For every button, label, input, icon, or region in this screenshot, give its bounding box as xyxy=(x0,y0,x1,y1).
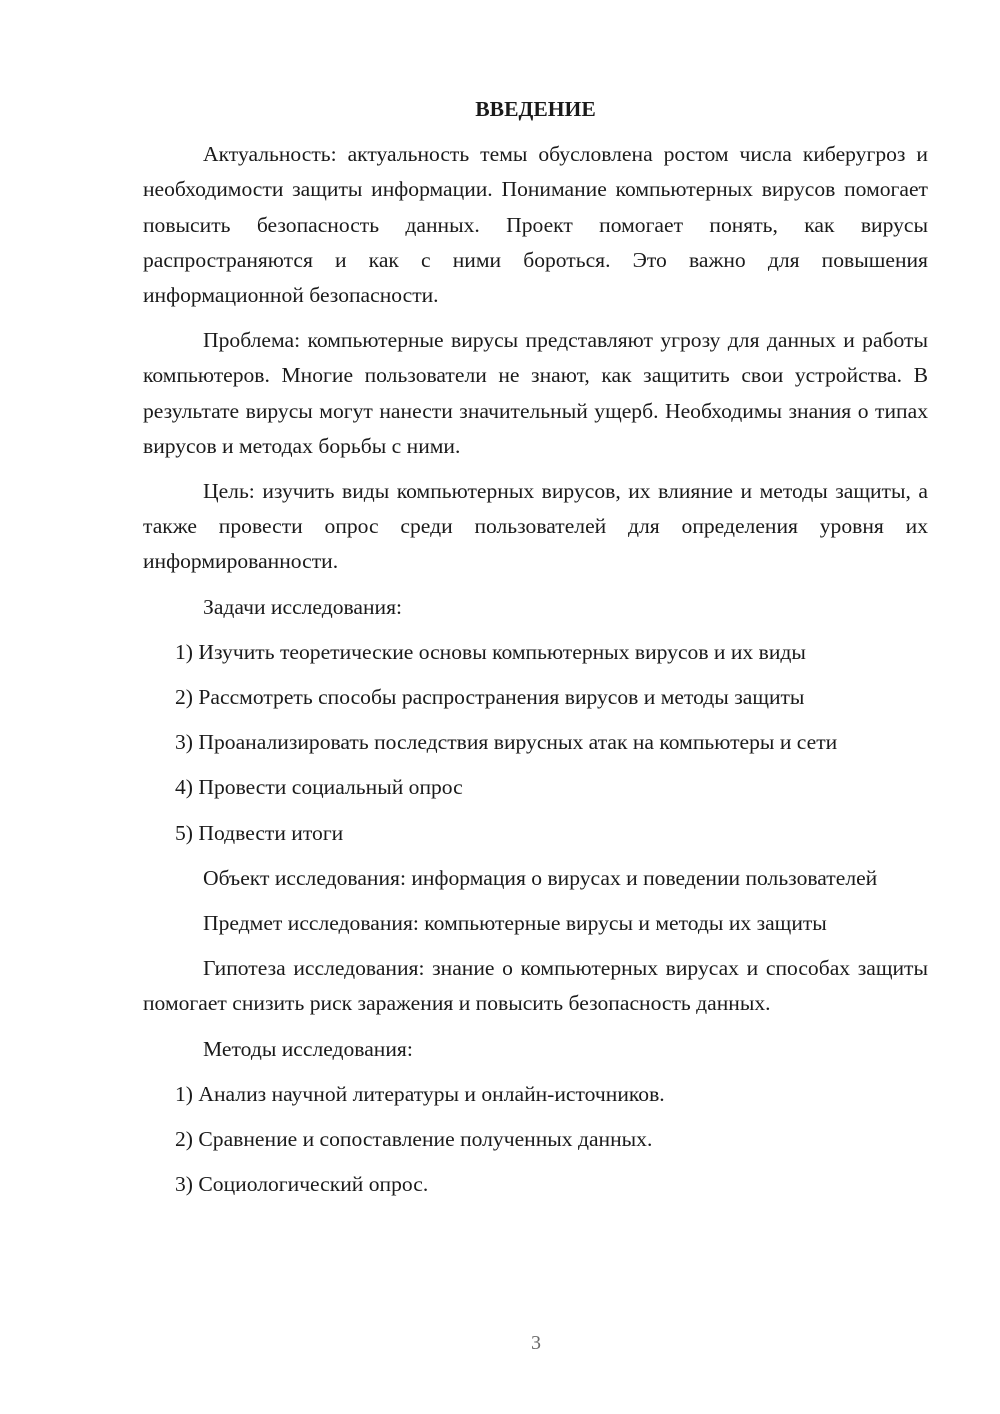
paragraph-object: Объект исследования: информация о вирусах и поведении пользователей xyxy=(203,865,878,890)
section-heading: ВВЕДЕНИЕ xyxy=(475,97,596,121)
paragraph-goal: Цель: изучить виды компьютерных вирусов, их влияние и методы защиты, а также провести опрос среди пользователей для определения уровня их информированности. xyxy=(143,479,928,574)
method-item-2: 2) Сравнение и сопоставление полученных данных. xyxy=(175,1127,653,1152)
task-item-5: 5) Подвести итоги xyxy=(175,820,344,845)
page-content xyxy=(143,92,928,1202)
task-item-3: 3) Проанализировать последствия вирусных атак на компьютеры и сети xyxy=(175,730,838,755)
task-item-1: 1) Изучить теоретические основы компьютерных вирусов и их виды xyxy=(175,639,806,664)
page-number: 3 xyxy=(531,1332,541,1354)
paragraph-hypothesis: Гипотеза исследования: знание о компьютерных вирусах и способах защиты помогает снизить риск заражения и повысить безопасность данных. xyxy=(143,956,928,1016)
method-item-1: 1) Анализ научной литературы и онлайн-источников. xyxy=(175,1081,665,1106)
paragraph-subject: Предмет исследования: компьютерные вирусы и методы их защиты xyxy=(203,911,827,936)
task-item-4: 4) Провести социальный опрос xyxy=(175,775,463,800)
paragraph-relevance: Актуальность: актуальность темы обусловлена ростом числа киберугроз и необходимости защиты информации. Понимание компьютерных вирусов помогает повысить безопасность данных. Проект помогает понять, как вирусы распространяются и как с ними бороться. Это важно для повышения информационной безопасности. xyxy=(143,142,928,308)
method-item-3: 3) Социологический опрос. xyxy=(175,1172,429,1197)
task-item-2: 2) Рассмотреть способы распространения вирусов и методы защиты xyxy=(175,685,805,710)
methods-title: Методы исследования: xyxy=(203,1036,413,1061)
tasks-title: Задачи исследования: xyxy=(203,594,403,619)
paragraph-problem: Проблема: компьютерные вирусы представляют угрозу для данных и работы компьютеров. Многие пользователи не знают, как защитить свои устройства. В результате вирусы могут нанести значительный ущерб. Необходимы знания о типах вирусов и методах борьбы с ними. xyxy=(143,328,928,458)
